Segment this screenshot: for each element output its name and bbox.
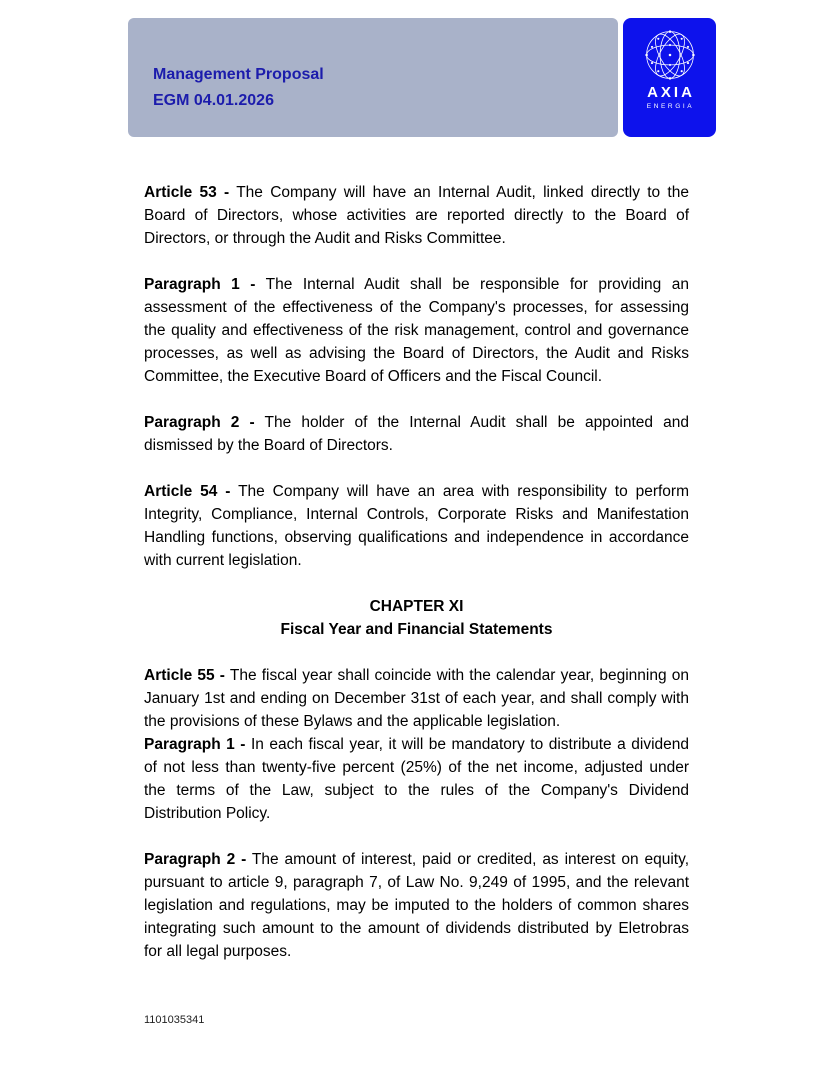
paragraph-53-p1 — [144, 273, 689, 388]
paragraph-label: Article 53 - — [144, 184, 230, 201]
chapter-heading — [144, 595, 689, 641]
chapter-title: CHAPTER XI — [369, 598, 464, 615]
axia-logo — [623, 18, 716, 137]
document-control-number: 1101035341 — [144, 1014, 205, 1026]
chapter-subtitle: Fiscal Year and Financial Statements — [280, 621, 553, 638]
logo-subtitle-text: ENERGIA — [646, 103, 695, 110]
paragraph-text: The Company will have an area with responsibility to perform Integrity, Compliance, Internal Controls, Corporate Risks and Manifestation Handling functions, observing qualifications and independence in accordance with current legislation. — [144, 483, 690, 569]
header-banner — [128, 18, 618, 137]
paragraph-label: Article 55 - — [144, 667, 225, 684]
logo-brand-text: AXIA — [647, 84, 695, 101]
header-title-line2: EGM 04.01.2026 — [153, 92, 274, 109]
paragraph-55-p2 — [144, 848, 689, 963]
header-title-line1: Management Proposal — [153, 66, 324, 83]
paragraph-label: Paragraph 2 - — [144, 851, 247, 868]
paragraph-text: The amount of interest, paid or credited, as interest on equity, pursuant to article 9, paragraph 7, of Law No. 9,249 of 1995, and the relevant legislation and regulations, may be imputed to the holders of common shares integrating such amount to the amount of dividends distributed by Eletrobras for all legal purposes. — [144, 851, 690, 960]
paragraph-article-55 — [144, 664, 689, 733]
paragraph-text: The Company will have an Internal Audit, linked directly to the Board of Directors, whose activities are reported directly to the Board of Directors, or through the Audit and Risks Committee. — [144, 184, 689, 247]
header-title — [153, 62, 618, 114]
paragraph-article-53 — [144, 181, 689, 250]
paragraph-55-p1 — [144, 733, 689, 825]
paragraph-article-54 — [144, 480, 689, 572]
document-body — [144, 181, 689, 986]
geodesic-globe-icon — [643, 28, 697, 82]
paragraph-text: The Internal Audit shall be responsible for providing an assessment of the effectiveness of the Company's processes, for assessing the quality and effectiveness of the risk management, control and governance processes, as well as advising the Board of Directors, the Audit and Risks Committee, the Executive Board of Officers and the Fiscal Council. — [144, 276, 690, 385]
paragraph-label: Article 54 - — [144, 483, 231, 500]
paragraph-label: Paragraph 1 - — [144, 736, 246, 753]
paragraph-label: Paragraph 1 - — [144, 276, 256, 293]
paragraph-text: In each fiscal year, it will be mandatory to distribute a dividend of not less than twenty-five percent (25%) of the net income, adjusted under the terms of the Law, subject to the rules of the Company's Dividend Distribution Policy. — [144, 736, 689, 822]
paragraph-label: Paragraph 2 - — [144, 414, 255, 431]
paragraph-text: The fiscal year shall coincide with the calendar year, beginning on January 1st and ending on December 31st of each year, and shall comply with the provisions of these Bylaws and the applicable legislation. — [144, 667, 689, 730]
paragraph-53-p2 — [144, 411, 689, 457]
paragraph-text: The holder of the Internal Audit shall be appointed and dismissed by the Board of Directors. — [144, 414, 690, 454]
